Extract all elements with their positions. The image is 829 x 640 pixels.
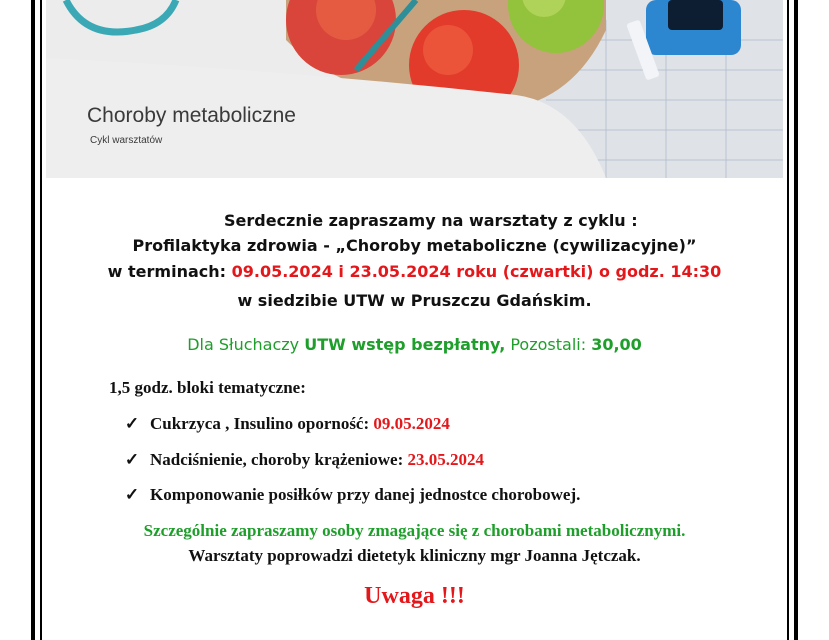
special-invite: Szczególnie zapraszamy osoby zmagające się z chorobami metabolicznymi.: [143, 521, 686, 540]
block-item-text: Komponowanie posiłków przy danej jednostce chorobowej.: [150, 485, 581, 504]
pricing-free: UTW wstęp bezpłatny,: [304, 335, 506, 354]
host-line: Warsztaty poprowadzi dietetyk kliniczny mgr Joanna Jętczak.: [188, 546, 641, 565]
block-item: [124, 485, 580, 505]
pricing-others-price: 30,00: [591, 335, 642, 354]
block-item: [124, 414, 450, 434]
invitation-location: w siedzibie UTW w Pruszczu Gdańskim.: [237, 291, 592, 310]
banner-photo: [46, 0, 783, 178]
banner-image: [46, 0, 783, 178]
banner-subtitle: Cykl warsztatów: [90, 135, 163, 146]
block-item: [124, 450, 484, 470]
blocks-heading: 1,5 godz. bloki tematyczne:: [109, 378, 306, 397]
banner-title: Choroby metaboliczne: [87, 104, 296, 127]
pricing-others-label: Pozostali:: [505, 335, 592, 354]
check-icon: ✓: [124, 450, 140, 469]
invitation-line2: Profilaktyka zdrowia - „Choroby metaboliczne (cywilizacyjne)”: [132, 236, 697, 255]
dates-prefix: w terminach:: [107, 262, 232, 281]
block-item-date: 23.05.2024: [407, 450, 485, 469]
dates-text: 09.05.2024 i 23.05.2024 roku (czwartki) o godz. 14:30: [231, 262, 722, 281]
block-item-text: Cukrzyca , Insulino oporność:: [150, 414, 374, 433]
invitation-line3: [46, 262, 783, 281]
block-item-date: 09.05.2024: [373, 414, 450, 433]
notice-heading: Uwaga !!!: [364, 583, 465, 609]
block-item-text: Nadciśnienie, choroby krążeniowe:: [150, 450, 408, 469]
check-icon: ✓: [124, 485, 140, 504]
check-icon: ✓: [124, 414, 140, 433]
pricing-line: [46, 335, 783, 354]
pricing-prefix: Dla Słuchaczy: [187, 335, 305, 354]
invitation-line1: Serdecznie zapraszamy na warsztaty z cyklu :: [224, 211, 638, 230]
